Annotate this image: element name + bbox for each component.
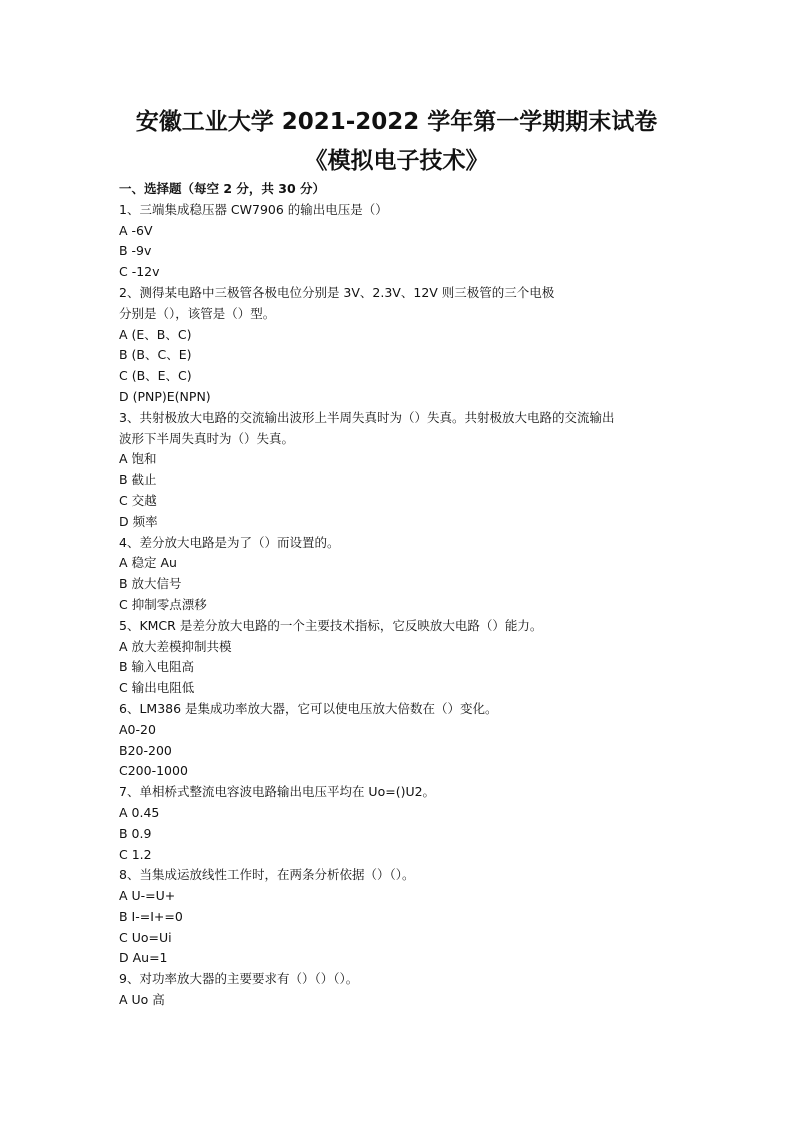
text-line: 波形下半周失真时为（）失真。 [119, 430, 295, 446]
question-text: 5、KMCR 是差分放大电路的一个主要技术指标，它反映放大电路（）能力。 [119, 617, 543, 633]
text-line: B 截止 [119, 472, 157, 488]
text-line: A -6V [119, 222, 153, 238]
text-line: C 交越 [119, 492, 157, 508]
text-line: B (B、C、E) [119, 347, 192, 363]
text-line: A 放大差模抑制共模 [119, 638, 232, 654]
question-text: 2、测得某电路中三极管各极电位分别是 3V、2.3V、12V 则三极管的三个电极 [119, 284, 555, 300]
text-line: B -9v [119, 243, 152, 259]
course-title: 《模拟电子技术》 [304, 148, 489, 174]
text-line: B 0.9 [119, 825, 152, 841]
question-text: 4、差分放大电路是为了（）而设置的。 [119, 534, 340, 550]
question-body [119, 179, 689, 1011]
text-line: A 稳定 Au [119, 555, 177, 571]
text-line: A (E、B、C) [119, 326, 192, 342]
text-line: B20-200 [119, 742, 172, 758]
section-heading: 一、选择题（每空 2 分，共 30 分） [119, 181, 326, 196]
text-line: B 放大信号 [119, 576, 182, 592]
text-line: A 0.45 [119, 804, 160, 820]
text-line: A0-20 [119, 721, 156, 737]
text-line: B 输入电阻高 [119, 659, 195, 675]
text-line: D 频率 [119, 513, 158, 529]
text-line: C 抑制零点漂移 [119, 596, 207, 612]
text-line: D (PNP)E(NPN) [119, 388, 211, 404]
text-line: D Au=1 [119, 950, 168, 966]
text-line: A Uo 高 [119, 992, 165, 1008]
question-text: 3、共射极放大电路的交流输出波形上半周失真时为（）失真。共射极放大电路的交流输出 [119, 409, 615, 425]
text-line: B I-=I+=0 [119, 908, 183, 924]
question-lines [119, 200, 689, 1011]
question-text: 6、LM386 是集成功率放大器，它可以使电压放大倍数在（）变化。 [119, 700, 498, 716]
text-line: C 输出电阻低 [119, 680, 195, 696]
text-line: C 1.2 [119, 846, 152, 862]
text-line: A 饱和 [119, 451, 157, 467]
question-text: 9、对功率放大器的主要要求有（）（）（）。 [119, 971, 359, 987]
exam-title: 安徽工业大学 2021-2022 学年第一学期期末试卷 [135, 109, 658, 135]
text-line: C -12v [119, 264, 160, 280]
text-line: C200-1000 [119, 763, 188, 779]
question-text: 8、当集成运放线性工作时，在两条分析依据（）（）。 [119, 867, 415, 883]
text-line: C Uo=Ui [119, 929, 172, 945]
text-line: C (B、E、C) [119, 368, 192, 384]
question-text: 1、三端集成稳压器 CW7906 的输出电压是（） [119, 201, 388, 217]
question-text: 7、单相桥式整流电容波电路输出电压平均在 Uo=()U2。 [119, 784, 436, 800]
text-line: 分别是（），该管是（）型。 [119, 305, 276, 321]
text-line: A U-=U+ [119, 888, 176, 904]
